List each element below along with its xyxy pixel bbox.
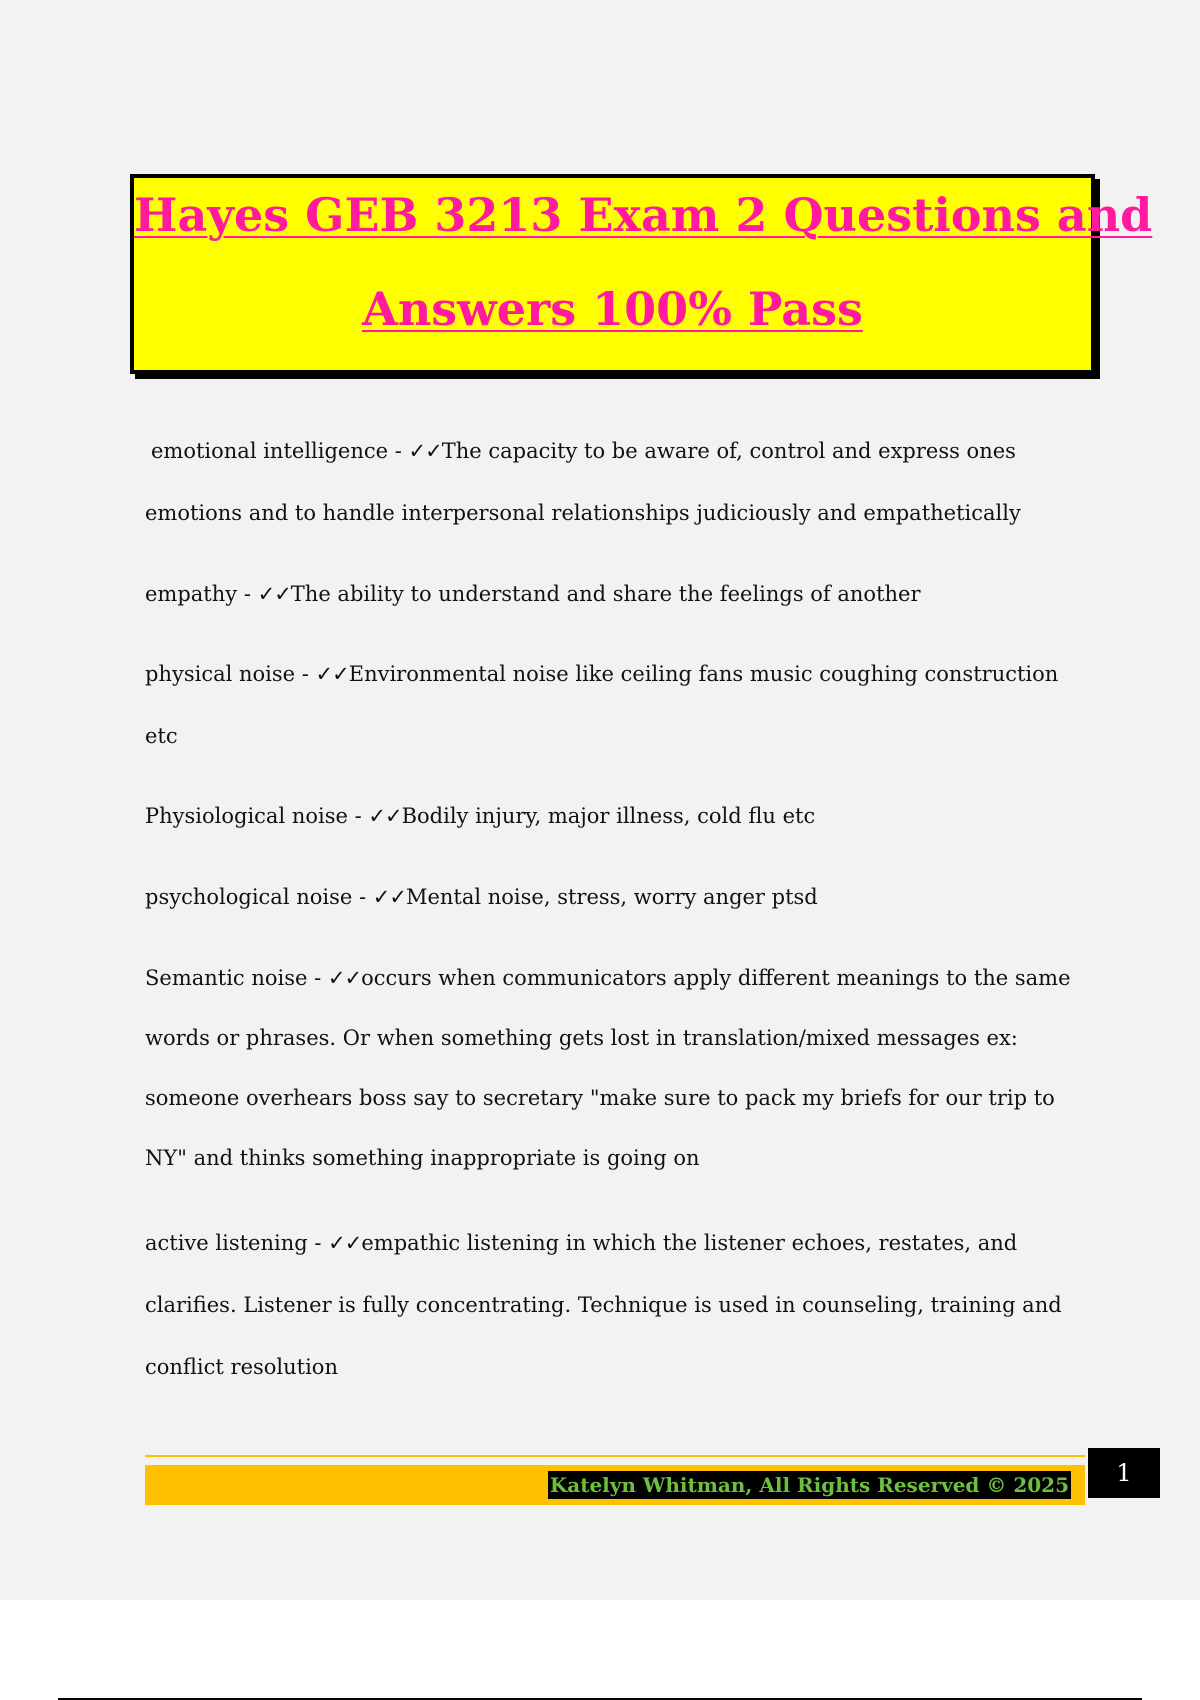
qa-entry-physical-noise bbox=[145, 643, 1085, 767]
qa-entry-empathy bbox=[145, 563, 1085, 625]
entry-term: empathy bbox=[145, 582, 238, 606]
entry-separator: - bbox=[352, 885, 373, 909]
title-box bbox=[130, 174, 1153, 374]
entry-term: physical noise bbox=[145, 662, 296, 686]
entry-separator: - bbox=[237, 582, 258, 606]
entry-definition: The capacity to be aware of, control and express ones emotions and to handle interpersonal relationships judiciously and empathetically bbox=[145, 439, 1021, 525]
double-check-icon: ✓✓ bbox=[315, 662, 349, 686]
footer-bar bbox=[145, 1465, 1085, 1505]
qa-entry-psychological-noise bbox=[145, 866, 1085, 928]
entry-definition: Bodily injury, major illness, cold flu etc bbox=[401, 804, 816, 828]
footer-divider bbox=[145, 1455, 1085, 1457]
double-check-icon: ✓✓ bbox=[372, 885, 406, 909]
entry-term: psychological noise bbox=[145, 885, 353, 909]
entry-term: emotional intelligence bbox=[151, 439, 389, 463]
footer-copyright: Katelyn Whitman, All Rights Reserved © 2025 bbox=[549, 1473, 1069, 1497]
qa-entry-active-listening bbox=[145, 1212, 1085, 1398]
entry-term: active listening bbox=[145, 1231, 308, 1255]
double-check-icon: ✓✓ bbox=[328, 1231, 362, 1255]
qa-entry-emotional-intelligence bbox=[145, 420, 1085, 544]
entry-definition: Environmental noise like ceiling fans music coughing construction etc bbox=[145, 662, 1059, 748]
double-check-icon: ✓✓ bbox=[368, 804, 402, 828]
entry-term: Semantic noise bbox=[145, 966, 308, 990]
double-check-icon: ✓✓ bbox=[408, 439, 442, 463]
entry-term: Physiological noise bbox=[145, 804, 348, 828]
entry-definition: The ability to understand and share the feelings of another bbox=[290, 582, 921, 606]
document-title-line-1: Hayes GEB 3213 Exam 2 Questions and bbox=[134, 188, 1153, 242]
page-number: 1 bbox=[1088, 1448, 1160, 1498]
entry-separator: - bbox=[307, 1231, 329, 1255]
qa-entry-semantic-noise bbox=[145, 948, 1085, 1188]
entry-separator: - bbox=[388, 439, 409, 463]
double-check-icon: ✓✓ bbox=[327, 966, 362, 990]
entry-separator: - bbox=[347, 804, 369, 828]
entry-definition: Mental noise, stress, worry anger ptsd bbox=[405, 885, 818, 909]
qa-entry-physiological-noise bbox=[145, 785, 1085, 847]
entry-definition: empathic listening in which the listener echoes, restates, and clarifies. Listener is fully concentrating. Technique is used in counseling, training and conflict resolution bbox=[145, 1231, 1062, 1379]
document-title-line-2: Answers 100% Pass bbox=[362, 282, 863, 336]
double-check-icon: ✓✓ bbox=[257, 582, 291, 606]
entry-definition: occurs when communicators apply different meanings to the same words or phrases. Or when something gets lost in translation/mixed messages ex: someone overhears boss say to secretary "make sure to pack my briefs for our trip to NY" and thinks something inappropriate is going on bbox=[145, 966, 1071, 1170]
entry-separator: - bbox=[307, 966, 328, 990]
entry-separator: - bbox=[295, 662, 316, 686]
